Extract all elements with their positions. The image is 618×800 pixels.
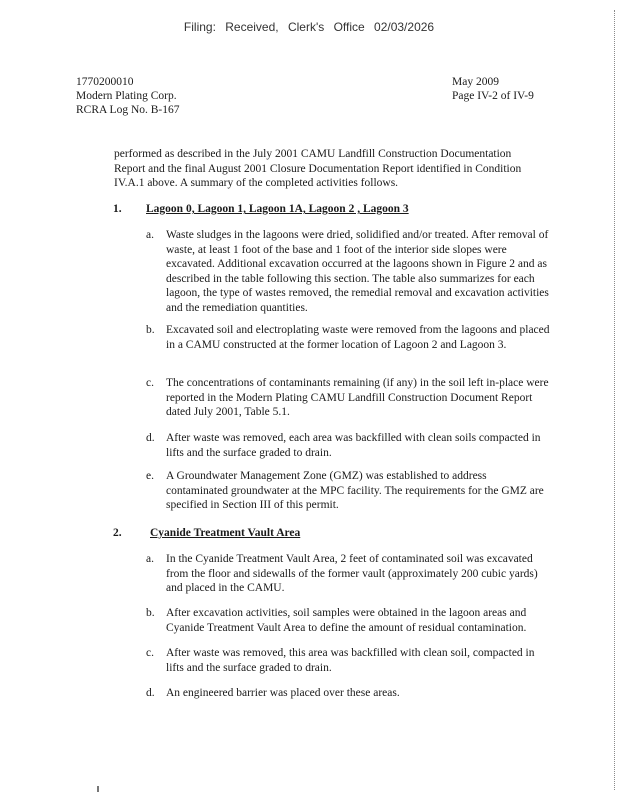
item-letter: a.	[146, 229, 154, 241]
section-1-item-a	[146, 228, 550, 315]
section-1-number: 1.	[113, 203, 122, 215]
item-letter: d.	[146, 432, 155, 444]
item-letter: b.	[146, 607, 155, 619]
log-number: RCRA Log No. B-167	[76, 104, 180, 116]
item-text: The concentrations of contaminants remaining (if any) in the soil left in-place were reported in the Modern Plating CAMU Landfill Construction Document Report dated July 2001, Table 5.1.	[166, 377, 549, 418]
section-2-number: 2.	[113, 527, 122, 539]
section-2-item-a	[146, 552, 550, 596]
item-letter: e.	[146, 470, 154, 482]
company-name: Modern Plating Corp.	[76, 90, 177, 102]
section-2-item-c	[146, 646, 550, 675]
header-right-block	[452, 75, 534, 103]
item-text: In the Cyanide Treatment Vault Area, 2 feet of contaminated soil was excavated from the floor and sidewalls of the former vault (approximately 200 cubic yards) and placed in the CAMU.	[166, 553, 538, 594]
section-1-title: Lagoon 0, Lagoon 1, Lagoon 1A, Lagoon 2 , Lagoon 3	[146, 203, 409, 215]
filing-stamp: Filing: Received, Clerk's Office 02/03/2026	[183, 20, 435, 34]
section-1-item-b	[146, 323, 550, 352]
item-text: After excavation activities, soil samples were obtained in the lagoon areas and Cyanide Treatment Vault Area to define the amount of residual contamination.	[166, 607, 527, 634]
section-1-item-d	[146, 431, 550, 460]
section-2-item-d	[146, 686, 550, 701]
item-text: Waste sludges in the lagoons were dried, solidified and/or treated. After removal of waste, at least 1 foot of the base and 1 foot of the interior side slopes were excavated. Additional excavation occurred at the lagoons shown in Figure 2 and as described in the table following this section. The table also summarizes for each lagoon, the type of wastes removed, the remedial removal and excavation activities and the remediation quantities.	[166, 229, 549, 314]
section-2-title: Cyanide Treatment Vault Area	[150, 527, 301, 539]
intro-paragraph: performed as described in the July 2001 CAMU Landfill Construction Documentation Report and the final August 2001 Closure Documentation Report identified in Condition IV.A.1 above. A summary of the completed activities follows.	[114, 148, 522, 189]
header-left-block	[76, 75, 180, 117]
item-letter: d.	[146, 687, 155, 699]
item-text: An engineered barrier was placed over these areas.	[166, 687, 400, 699]
page-edge-dots	[613, 10, 615, 790]
page-number: Page IV-2 of IV-9	[452, 90, 534, 102]
section-1-item-c	[146, 376, 550, 420]
item-letter: c.	[146, 377, 154, 389]
item-text: After waste was removed, each area was backfilled with clean soils compacted in lifts and the surface graded to drain.	[166, 432, 541, 459]
item-text: A Groundwater Management Zone (GMZ) was established to address contaminated groundwater at the MPC facility. The requirements for the GMZ are specified in Section III of this permit.	[166, 470, 544, 511]
item-letter: b.	[146, 324, 155, 336]
item-text: After waste was removed, this area was backfilled with clean soil, compacted in lifts and the surface graded to drain.	[166, 647, 535, 674]
section-1-item-e	[146, 469, 550, 513]
document-date: May 2009	[452, 76, 499, 88]
permit-number: 1770200010	[76, 76, 134, 88]
section-2-item-b	[146, 606, 550, 635]
scan-mark	[97, 786, 99, 792]
item-text: Excavated soil and electroplating waste were removed from the lagoons and placed in a CAMU constructed at the former location of Lagoon 2 and Lagoon 3.	[166, 324, 550, 351]
item-letter: a.	[146, 553, 154, 565]
item-letter: c.	[146, 647, 154, 659]
